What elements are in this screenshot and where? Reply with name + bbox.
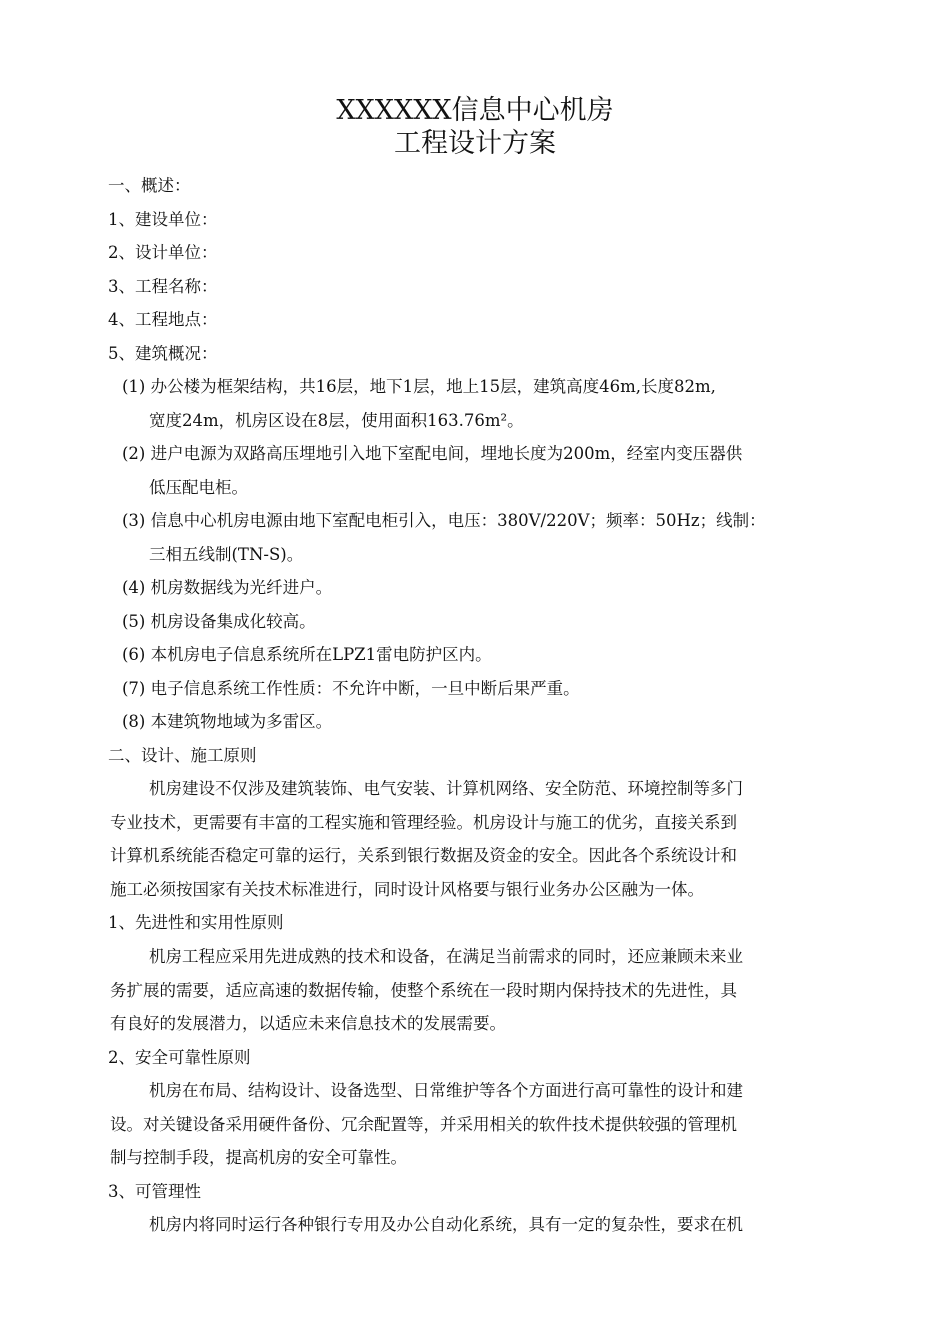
overview-item-location: 4、工程地点：	[108, 310, 218, 329]
building-item-8: (8) 本建筑物地域为多雷区。	[122, 712, 333, 731]
building-item-3: (3) 信息中心机房电源由地下室配电柜引入，电压：380V/220V；频率：50Hz；线制：	[122, 511, 766, 530]
overview-item-builder: 1、建设单位：	[108, 210, 218, 229]
overview-item-designer: 2、设计单位：	[108, 243, 218, 262]
overview-item-project-name: 3、工程名称：	[108, 277, 218, 296]
principle-2-paragraph-line: 设。对关键设备采用硬件备份、冗余配置等，并采用相关的软件技术提供较强的管理机	[110, 1115, 737, 1134]
document-subtitle: 工程设计方案	[394, 128, 556, 159]
building-item-1-continued: 宽度24m，机房区设在8层，使用面积163.76m²。	[149, 411, 524, 430]
principles-paragraph-line: 机房建设不仅涉及建筑装饰、电气安装、计算机网络、安全防范、环境控制等多门	[149, 779, 743, 798]
principle-1-paragraph-line: 务扩展的需要，适应高速的数据传输，使整个系统在一段时期内保持技术的先进性，具	[110, 981, 737, 1000]
principle-3-paragraph-line: 机房内将同时运行各种银行专用及办公自动化系统，具有一定的复杂性，要求在机	[149, 1215, 743, 1234]
building-item-6: (6) 本机房电子信息系统所在LPZ1雷电防护区内。	[122, 645, 492, 664]
building-item-7: (7) 电子信息系统工作性质：不允许中断，一旦中断后果严重。	[122, 679, 580, 698]
principles-paragraph-line: 专业技术，更需要有丰富的工程实施和管理经验。机房设计与施工的优劣，直接关系到	[110, 813, 737, 832]
document-title: XXXXXX信息中心机房	[336, 95, 614, 126]
principle-2-paragraph-line: 制与控制手段，提高机房的安全可靠性。	[110, 1148, 407, 1167]
overview-item-building: 5、建筑概况：	[108, 344, 218, 363]
principles-paragraph-line: 施工必须按国家有关技术标准进行，同时设计风格要与银行业务办公区融为一体。	[110, 880, 704, 899]
principles-paragraph-line: 计算机系统能否稳定可靠的运行，关系到银行数据及资金的安全。因此各个系统设计和	[110, 846, 737, 865]
section-heading-principles: 二、设计、施工原则	[108, 746, 257, 765]
principle-2-paragraph-line: 机房在布局、结构设计、设备选型、日常维护等各个方面进行高可靠性的设计和建	[149, 1081, 743, 1100]
principle-1-heading: 1、先进性和实用性原则	[108, 913, 284, 932]
principle-2-heading: 2、安全可靠性原则	[108, 1048, 251, 1067]
building-item-1: (1) 办公楼为框架结构，共16层，地下1层，地上15层，建筑高度46m,长度82m,	[122, 377, 716, 396]
building-item-2-continued: 低压配电柜。	[149, 478, 248, 497]
building-item-2: (2) 进户电源为双路高压埋地引入地下室配电间，埋地长度为200m，经室内变压器供	[122, 444, 743, 463]
building-item-4: (4) 机房数据线为光纤进户。	[122, 578, 333, 597]
building-item-5: (5) 机房设备集成化较高。	[122, 612, 316, 631]
section-heading-overview: 一、概述：	[108, 176, 191, 195]
principle-3-heading: 3、可管理性	[108, 1182, 201, 1201]
principle-1-paragraph-line: 机房工程应采用先进成熟的技术和设备，在满足当前需求的同时，还应兼顾未来业	[149, 947, 743, 966]
principle-1-paragraph-line: 有良好的发展潜力，以适应未来信息技术的发展需要。	[110, 1014, 506, 1033]
building-item-3-continued: 三相五线制(TN-S)。	[149, 545, 304, 564]
